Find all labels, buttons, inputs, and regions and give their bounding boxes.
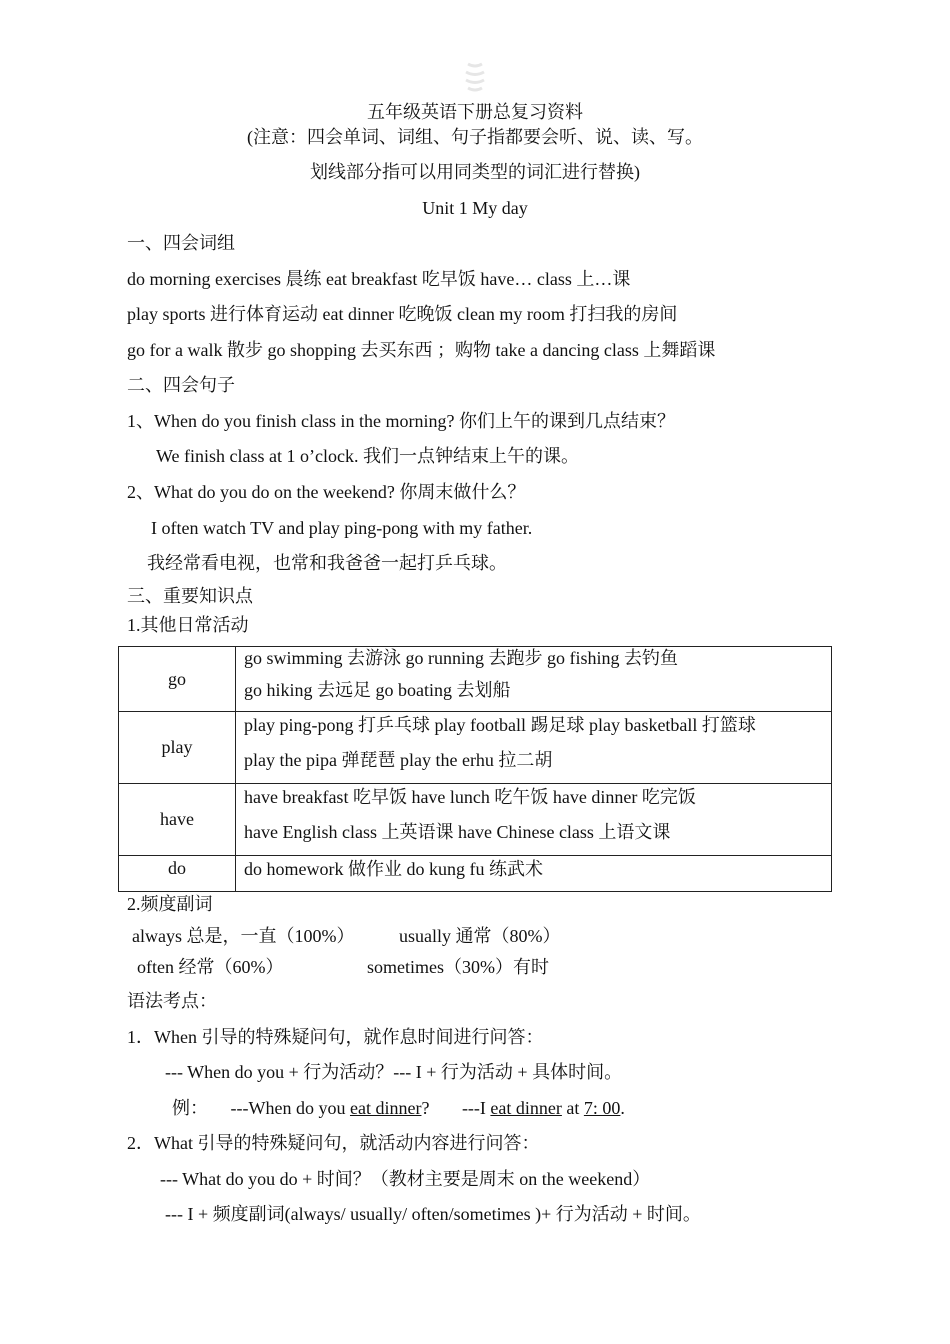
sentence-answer: I often watch TV and play ping-pong with my father. xyxy=(151,518,533,538)
section-heading-phrases: 一、四会词组 xyxy=(127,233,235,253)
table-value-cell xyxy=(236,784,832,856)
doc-title: 五年级英语下册总复习资料 xyxy=(367,102,583,122)
subheading-frequency: 2.频度副词 xyxy=(127,894,213,914)
table-line: play ping-pong 打乒乓球 play football 踢足球 play basketball 打篮球 xyxy=(244,715,756,735)
grammar-point-1: 1．When 引导的特殊疑问句，就作息时间进行问答： xyxy=(127,1027,544,1047)
grammar-heading: 语法考点： xyxy=(127,991,217,1011)
table-row xyxy=(119,647,832,712)
example-answer: ---I eat dinner at 7: 00. xyxy=(461,1098,625,1118)
sentence-question: 1、When do you finish class in the morning? 你们上午的课到几点结束？ xyxy=(127,411,675,431)
sentence-answer: We finish class at 1 o’clock. 我们一点钟结束上午的课。 xyxy=(156,446,579,466)
section-heading-knowledge: 三、重要知识点 xyxy=(127,586,253,606)
section-heading-sentences: 二、四会句子 xyxy=(127,375,235,395)
grammar-pattern: --- I + 频度副词(always/ usually/ often/sometimes )+ 行为活动 + 时间。 xyxy=(165,1204,701,1224)
table-row xyxy=(119,712,832,784)
table-line: go hiking 去远足 go boating 去划船 xyxy=(244,680,511,700)
table-key-cell: play xyxy=(119,712,236,784)
table-key-cell: have xyxy=(119,784,236,856)
replaceable-phrase: eat dinner xyxy=(349,1098,422,1118)
phrase-line: do morning exercises 晨练 eat breakfast 吃早饭 have… class 上…课 xyxy=(127,269,631,289)
table-line: have English class 上英语课 have Chinese class 上语文课 xyxy=(244,822,671,842)
phrase-line: go for a walk 散步 go shopping 去买东西 ；购物 take a dancing class 上舞蹈课 xyxy=(127,340,716,360)
grammar-point-2: 2．What 引导的特殊疑问句，就活动内容进行问答： xyxy=(127,1133,540,1153)
table-key-cell: do xyxy=(119,856,236,892)
table-key-cell: go xyxy=(119,647,236,712)
replaceable-time: 7: 00 xyxy=(583,1098,621,1118)
table-line: go swimming 去游泳 go running 去跑步 go fishing 去钓鱼 xyxy=(244,648,679,668)
subheading-activities: 1.其他日常活动 xyxy=(127,615,249,635)
watermark-logo-icon xyxy=(462,60,488,94)
grammar-pattern: --- What do you do + 时间？（教材主要是周末 on the weekend） xyxy=(160,1169,651,1189)
example-question: ---When do you eat dinner? xyxy=(230,1098,430,1118)
doc-note-line-1: (注意：四会单词、词组、句子指都要会听、说、读、写。 xyxy=(247,127,703,147)
example-label: 例： xyxy=(172,1098,208,1118)
unit-title: Unit 1 My day xyxy=(422,198,528,218)
replaceable-phrase: eat dinner xyxy=(490,1098,562,1118)
frequency-always: always 总是，一直（100%） xyxy=(132,926,355,946)
frequency-sometimes: sometimes（30%）有时 xyxy=(367,957,549,977)
sentence-answer-cn: 我经常看电视，也常和我爸爸一起打乒乓球。 xyxy=(147,553,507,573)
activities-table xyxy=(118,646,832,892)
table-line: do homework 做作业 do kung fu 练武术 xyxy=(244,859,543,879)
frequency-often: often 经常（60%） xyxy=(137,957,284,977)
table-value-cell xyxy=(236,712,832,784)
grammar-example xyxy=(172,1097,625,1119)
sentence-question: 2、What do you do on the weekend? 你周末做什么？ xyxy=(127,482,526,502)
table-value-cell xyxy=(236,856,832,892)
table-line: have breakfast 吃早饭 have lunch 吃午饭 have dinner 吃完饭 xyxy=(244,787,696,807)
table-row xyxy=(119,784,832,856)
table-value-cell xyxy=(236,647,832,712)
table-row xyxy=(119,856,832,892)
phrase-line: play sports 进行体育运动 eat dinner 吃晚饭 clean my room 打扫我的房间 xyxy=(127,304,678,324)
table-line: play the pipa 弹琵琶 play the erhu 拉二胡 xyxy=(244,750,553,770)
frequency-usually: usually 通常（80%） xyxy=(399,926,561,946)
grammar-pattern: --- When do you + 行为活动？--- I + 行为活动 + 具体时间。 xyxy=(165,1062,623,1082)
doc-note-line-2: 划线部分指可以用同类型的词汇进行替换) xyxy=(310,162,640,182)
